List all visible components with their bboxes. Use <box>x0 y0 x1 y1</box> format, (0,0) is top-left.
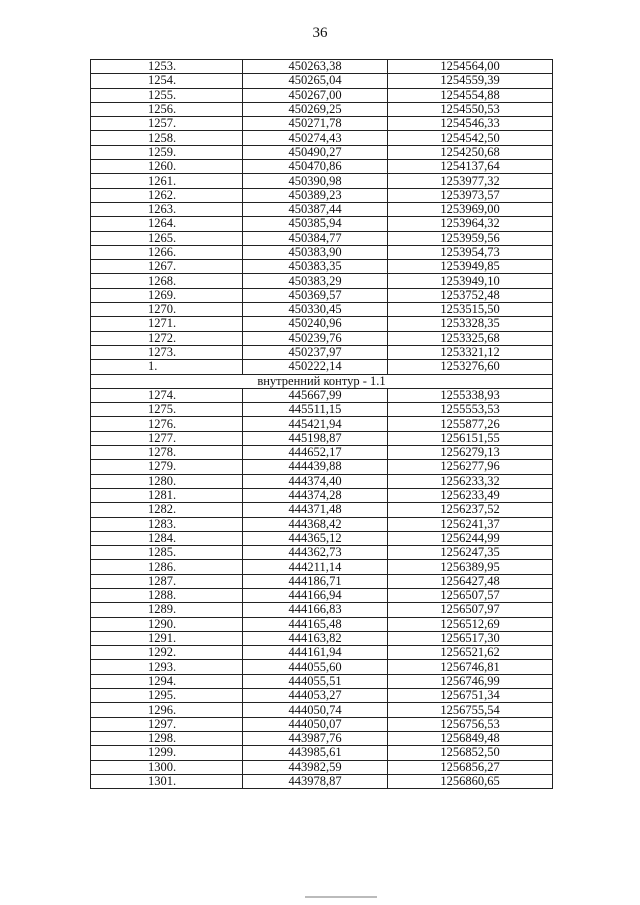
x-coordinate-cell: 444055,60 <box>243 660 388 674</box>
x-coordinate-cell: 444053,27 <box>243 689 388 703</box>
x-coordinate-cell: 450265,04 <box>243 74 388 88</box>
point-number-cell: 1299. <box>91 746 243 760</box>
x-coordinate-cell: 444186,71 <box>243 574 388 588</box>
y-coordinate-cell: 1254554,88 <box>388 88 553 102</box>
table-row <box>91 689 553 703</box>
table-row <box>91 60 553 74</box>
table-row <box>91 131 553 145</box>
table-row <box>91 145 553 159</box>
table-row <box>91 774 553 788</box>
y-coordinate-cell: 1256151,55 <box>388 431 553 445</box>
x-coordinate-cell: 450383,90 <box>243 245 388 259</box>
point-number-cell: 1280. <box>91 474 243 488</box>
point-number-cell: 1272. <box>91 331 243 345</box>
point-number-cell: 1293. <box>91 660 243 674</box>
point-number-cell: 1282. <box>91 503 243 517</box>
x-coordinate-cell: 450330,45 <box>243 303 388 317</box>
y-coordinate-cell: 1253752,48 <box>388 288 553 302</box>
point-number-cell: 1297. <box>91 717 243 731</box>
table-row <box>91 102 553 116</box>
y-coordinate-cell: 1254559,39 <box>388 74 553 88</box>
y-coordinate-cell: 1253325,68 <box>388 331 553 345</box>
x-coordinate-cell: 443987,76 <box>243 731 388 745</box>
x-coordinate-cell: 450387,44 <box>243 202 388 216</box>
x-coordinate-cell: 444166,94 <box>243 588 388 602</box>
section-row <box>91 374 553 388</box>
y-coordinate-cell: 1256521,62 <box>388 646 553 660</box>
table-row <box>91 345 553 359</box>
y-coordinate-cell: 1254542,50 <box>388 131 553 145</box>
coordinates-table <box>90 59 553 789</box>
x-coordinate-cell: 450274,43 <box>243 131 388 145</box>
x-coordinate-cell: 444166,83 <box>243 603 388 617</box>
y-coordinate-cell: 1253964,32 <box>388 217 553 231</box>
table-row <box>91 231 553 245</box>
table-row <box>91 746 553 760</box>
table-row <box>91 117 553 131</box>
point-number-cell: 1274. <box>91 388 243 402</box>
table-body-inner <box>91 388 553 788</box>
point-number-cell: 1256. <box>91 102 243 116</box>
y-coordinate-cell: 1256241,37 <box>388 517 553 531</box>
table-row <box>91 217 553 231</box>
table-row <box>91 760 553 774</box>
point-number-cell: 1287. <box>91 574 243 588</box>
table-row <box>91 388 553 402</box>
point-number-cell: 1260. <box>91 160 243 174</box>
point-number-cell: 1275. <box>91 403 243 417</box>
table-row <box>91 188 553 202</box>
table-row <box>91 403 553 417</box>
x-coordinate-cell: 450239,76 <box>243 331 388 345</box>
table-row <box>91 488 553 502</box>
point-number-cell: 1261. <box>91 174 243 188</box>
y-coordinate-cell: 1256856,27 <box>388 760 553 774</box>
table-row <box>91 174 553 188</box>
y-coordinate-cell: 1253328,35 <box>388 317 553 331</box>
x-coordinate-cell: 450271,78 <box>243 117 388 131</box>
point-number-cell: 1. <box>91 360 243 374</box>
x-coordinate-cell: 444211,14 <box>243 560 388 574</box>
table-row <box>91 560 553 574</box>
x-coordinate-cell: 450384,77 <box>243 231 388 245</box>
y-coordinate-cell: 1253321,12 <box>388 345 553 359</box>
y-coordinate-cell: 1256279,13 <box>388 446 553 460</box>
table-body-outer <box>91 60 553 375</box>
table-section-header <box>91 374 553 388</box>
point-number-cell: 1292. <box>91 646 243 660</box>
point-number-cell: 1257. <box>91 117 243 131</box>
x-coordinate-cell: 443982,59 <box>243 760 388 774</box>
point-number-cell: 1267. <box>91 260 243 274</box>
table-row <box>91 274 553 288</box>
y-coordinate-cell: 1256852,50 <box>388 746 553 760</box>
x-coordinate-cell: 450470,86 <box>243 160 388 174</box>
point-number-cell: 1298. <box>91 731 243 745</box>
table-row <box>91 317 553 331</box>
table-row <box>91 703 553 717</box>
y-coordinate-cell: 1256860,65 <box>388 774 553 788</box>
point-number-cell: 1276. <box>91 417 243 431</box>
point-number-cell: 1288. <box>91 588 243 602</box>
table-row <box>91 446 553 460</box>
table-row <box>91 717 553 731</box>
x-coordinate-cell: 450385,94 <box>243 217 388 231</box>
point-number-cell: 1265. <box>91 231 243 245</box>
x-coordinate-cell: 444374,40 <box>243 474 388 488</box>
x-coordinate-cell: 444050,07 <box>243 717 388 731</box>
x-coordinate-cell: 450222,14 <box>243 360 388 374</box>
y-coordinate-cell: 1256247,35 <box>388 546 553 560</box>
x-coordinate-cell: 444163,82 <box>243 631 388 645</box>
x-coordinate-cell: 450490,27 <box>243 145 388 159</box>
table-row <box>91 160 553 174</box>
y-coordinate-cell: 1256233,32 <box>388 474 553 488</box>
point-number-cell: 1253. <box>91 60 243 74</box>
point-number-cell: 1283. <box>91 517 243 531</box>
table-row <box>91 245 553 259</box>
y-coordinate-cell: 1253973,57 <box>388 188 553 202</box>
point-number-cell: 1285. <box>91 546 243 560</box>
x-coordinate-cell: 444362,73 <box>243 546 388 560</box>
table-row <box>91 588 553 602</box>
x-coordinate-cell: 450263,38 <box>243 60 388 74</box>
x-coordinate-cell: 450390,98 <box>243 174 388 188</box>
table-row <box>91 503 553 517</box>
point-number-cell: 1290. <box>91 617 243 631</box>
y-coordinate-cell: 1256427,48 <box>388 574 553 588</box>
y-coordinate-cell: 1253276,60 <box>388 360 553 374</box>
x-coordinate-cell: 450237,97 <box>243 345 388 359</box>
point-number-cell: 1294. <box>91 674 243 688</box>
y-coordinate-cell: 1253515,50 <box>388 303 553 317</box>
y-coordinate-cell: 1254550,53 <box>388 102 553 116</box>
point-number-cell: 1281. <box>91 488 243 502</box>
x-coordinate-cell: 445667,99 <box>243 388 388 402</box>
x-coordinate-cell: 450383,29 <box>243 274 388 288</box>
x-coordinate-cell: 444165,48 <box>243 617 388 631</box>
point-number-cell: 1278. <box>91 446 243 460</box>
point-number-cell: 1291. <box>91 631 243 645</box>
table-row <box>91 474 553 488</box>
y-coordinate-cell: 1256512,69 <box>388 617 553 631</box>
point-number-cell: 1264. <box>91 217 243 231</box>
y-coordinate-cell: 1254250,68 <box>388 145 553 159</box>
x-coordinate-cell: 450369,57 <box>243 288 388 302</box>
y-coordinate-cell: 1253954,73 <box>388 245 553 259</box>
table-row <box>91 546 553 560</box>
x-coordinate-cell: 443978,87 <box>243 774 388 788</box>
y-coordinate-cell: 1256507,97 <box>388 603 553 617</box>
point-number-cell: 1273. <box>91 345 243 359</box>
y-coordinate-cell: 1253949,10 <box>388 274 553 288</box>
table-row <box>91 288 553 302</box>
point-number-cell: 1254. <box>91 74 243 88</box>
point-number-cell: 1301. <box>91 774 243 788</box>
x-coordinate-cell: 444652,17 <box>243 446 388 460</box>
y-coordinate-cell: 1256277,96 <box>388 460 553 474</box>
y-coordinate-cell: 1253959,56 <box>388 231 553 245</box>
point-number-cell: 1271. <box>91 317 243 331</box>
x-coordinate-cell: 444055,51 <box>243 674 388 688</box>
table-row <box>91 460 553 474</box>
y-coordinate-cell: 1256389,95 <box>388 560 553 574</box>
y-coordinate-cell: 1254137,64 <box>388 160 553 174</box>
point-number-cell: 1268. <box>91 274 243 288</box>
section-label: внутренний контур - 1.1 <box>91 374 553 388</box>
y-coordinate-cell: 1256751,34 <box>388 689 553 703</box>
y-coordinate-cell: 1256746,81 <box>388 660 553 674</box>
y-coordinate-cell: 1254546,33 <box>388 117 553 131</box>
table-row <box>91 260 553 274</box>
table-row <box>91 617 553 631</box>
point-number-cell: 1284. <box>91 531 243 545</box>
table-row <box>91 331 553 345</box>
x-coordinate-cell: 444374,28 <box>243 488 388 502</box>
y-coordinate-cell: 1253949,85 <box>388 260 553 274</box>
x-coordinate-cell: 444439,88 <box>243 460 388 474</box>
point-number-cell: 1263. <box>91 202 243 216</box>
y-coordinate-cell: 1256244,99 <box>388 531 553 545</box>
y-coordinate-cell: 1255338,93 <box>388 388 553 402</box>
table-row <box>91 674 553 688</box>
x-coordinate-cell: 444365,12 <box>243 531 388 545</box>
point-number-cell: 1286. <box>91 560 243 574</box>
point-number-cell: 1300. <box>91 760 243 774</box>
y-coordinate-cell: 1256756,53 <box>388 717 553 731</box>
x-coordinate-cell: 450240,96 <box>243 317 388 331</box>
point-number-cell: 1262. <box>91 188 243 202</box>
point-number-cell: 1279. <box>91 460 243 474</box>
y-coordinate-cell: 1256849,48 <box>388 731 553 745</box>
y-coordinate-cell: 1256755,54 <box>388 703 553 717</box>
table-row <box>91 531 553 545</box>
table-row <box>91 88 553 102</box>
table-row <box>91 646 553 660</box>
point-number-cell: 1289. <box>91 603 243 617</box>
table-row <box>91 431 553 445</box>
point-number-cell: 1277. <box>91 431 243 445</box>
table-row <box>91 574 553 588</box>
y-coordinate-cell: 1253969,00 <box>388 202 553 216</box>
point-number-cell: 1296. <box>91 703 243 717</box>
x-coordinate-cell: 445421,94 <box>243 417 388 431</box>
y-coordinate-cell: 1256507,57 <box>388 588 553 602</box>
y-coordinate-cell: 1253977,32 <box>388 174 553 188</box>
y-coordinate-cell: 1254564,00 <box>388 60 553 74</box>
y-coordinate-cell: 1255877,26 <box>388 417 553 431</box>
y-coordinate-cell: 1255553,53 <box>388 403 553 417</box>
point-number-cell: 1270. <box>91 303 243 317</box>
x-coordinate-cell: 444368,42 <box>243 517 388 531</box>
point-number-cell: 1255. <box>91 88 243 102</box>
table-row <box>91 517 553 531</box>
x-coordinate-cell: 445511,15 <box>243 403 388 417</box>
x-coordinate-cell: 443985,61 <box>243 746 388 760</box>
x-coordinate-cell: 450267,00 <box>243 88 388 102</box>
table-row <box>91 603 553 617</box>
table-row <box>91 74 553 88</box>
y-coordinate-cell: 1256233,49 <box>388 488 553 502</box>
y-coordinate-cell: 1256746,99 <box>388 674 553 688</box>
table-row <box>91 660 553 674</box>
table-row <box>91 417 553 431</box>
page-number: 36 <box>312 25 328 41</box>
x-coordinate-cell: 444161,94 <box>243 646 388 660</box>
x-coordinate-cell: 450389,23 <box>243 188 388 202</box>
y-coordinate-cell: 1256237,52 <box>388 503 553 517</box>
table-row <box>91 202 553 216</box>
scan-mark <box>305 896 377 898</box>
y-coordinate-cell: 1256517,30 <box>388 631 553 645</box>
x-coordinate-cell: 445198,87 <box>243 431 388 445</box>
table-row <box>91 303 553 317</box>
point-number-cell: 1295. <box>91 689 243 703</box>
point-number-cell: 1269. <box>91 288 243 302</box>
table-row <box>91 631 553 645</box>
x-coordinate-cell: 450269,25 <box>243 102 388 116</box>
x-coordinate-cell: 450383,35 <box>243 260 388 274</box>
table-row <box>91 731 553 745</box>
point-number-cell: 1258. <box>91 131 243 145</box>
table-row <box>91 360 553 374</box>
point-number-cell: 1259. <box>91 145 243 159</box>
point-number-cell: 1266. <box>91 245 243 259</box>
x-coordinate-cell: 444050,74 <box>243 703 388 717</box>
x-coordinate-cell: 444371,48 <box>243 503 388 517</box>
